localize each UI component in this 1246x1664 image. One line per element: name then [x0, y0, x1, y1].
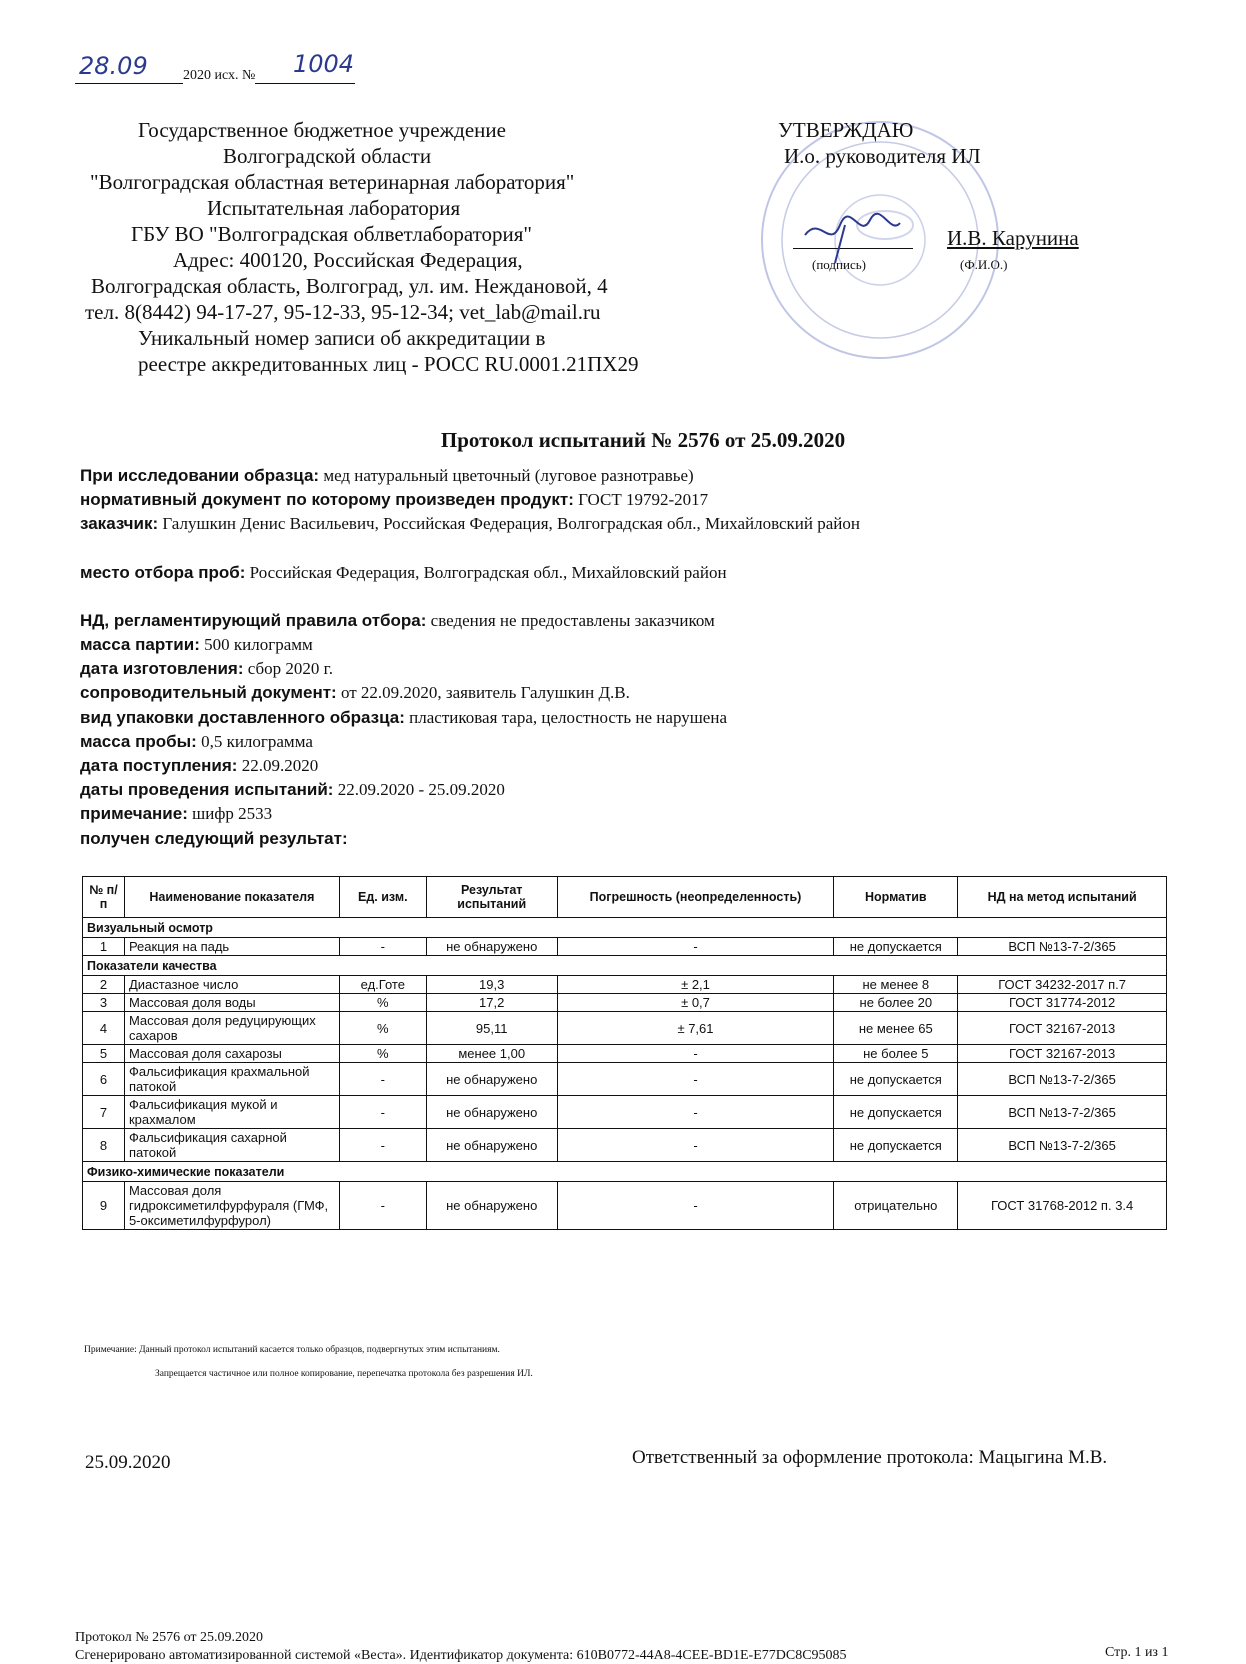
row-number: 2: [83, 976, 125, 994]
unit: %: [339, 1045, 426, 1063]
unit: -: [339, 938, 426, 956]
meta-line: масса пробы: 0,5 килограмма: [80, 731, 313, 751]
section-title: Показатели качества: [83, 956, 1167, 976]
indicator-name: Фальсификация мукой и крахмалом: [124, 1096, 339, 1129]
number-underline: [255, 83, 355, 84]
sample-metadata: [80, 464, 1180, 851]
indicator-name: Массовая доля гидроксиметилфурфураля (ГМФ, 5-оксиметилфурфурол): [124, 1182, 339, 1230]
row-number: 8: [83, 1129, 125, 1162]
outgoing-line: [75, 50, 375, 90]
meta-line: место отбора проб: Российская Федерация, Волгоградская обл., Михайловский район: [80, 562, 727, 582]
row-number: 5: [83, 1045, 125, 1063]
result: не обнаружено: [426, 1096, 557, 1129]
handwritten-number: 1004: [293, 50, 355, 78]
result: не обнаружено: [426, 1063, 557, 1096]
col-header: Норматив: [834, 877, 958, 918]
test-method: ВСП №13-7-2/365: [958, 938, 1167, 956]
unit: ед.Готе: [339, 976, 426, 994]
table-row: [83, 1063, 1167, 1096]
approval-position: И.о. руководителя ИЛ: [784, 144, 981, 168]
uncertainty: -: [557, 1063, 834, 1096]
test-method: ГОСТ 31774-2012: [958, 994, 1167, 1012]
section-title: Визуальный осмотр: [83, 918, 1167, 938]
meta-line: дата изготовления: сбор 2020 г.: [80, 659, 333, 679]
col-header: Ед. изм.: [339, 877, 426, 918]
row-number: 3: [83, 994, 125, 1012]
test-method: ВСП №13-7-2/365: [958, 1096, 1167, 1129]
meta-line: сопроводительный документ: от 22.09.2020, заявитель Галушкин Д.В.: [80, 683, 630, 703]
col-header: № п/п: [83, 877, 125, 918]
row-number: 6: [83, 1063, 125, 1096]
norm: не менее 65: [834, 1012, 958, 1045]
norm: не более 20: [834, 994, 958, 1012]
unit: %: [339, 994, 426, 1012]
footer-generated: Сгенерировано автоматизированной системой «Веста». Идентификатор документа: 610B0772-44A8-4CEE-BD1E-E77DC8C95085: [75, 1648, 847, 1663]
test-method: ВСП №13-7-2/365: [958, 1063, 1167, 1096]
test-method: ГОСТ 32167-2013: [958, 1045, 1167, 1063]
uncertainty: -: [557, 1096, 834, 1129]
uncertainty: ± 2,1: [557, 976, 834, 994]
meta-line: получен следующий результат:: [80, 828, 348, 848]
org-line-6: Адрес: 400120, Российская Федерация,: [173, 248, 523, 272]
norm: не менее 8: [834, 976, 958, 994]
footer-date: 25.09.2020: [85, 1452, 171, 1473]
org-line-8: тел. 8(8442) 94-17-27, 95-12-33, 95-12-34; vet_lab@mail.ru: [85, 300, 601, 324]
row-number: 9: [83, 1182, 125, 1230]
result: 95,11: [426, 1012, 557, 1045]
note-2: Запрещается частичное или полное копирование, перепечатка протокола без разрешения ИЛ.: [155, 1369, 533, 1379]
col-header: Погрешность (неопределенность): [557, 877, 834, 918]
table-row: [83, 1012, 1167, 1045]
uncertainty: ± 7,61: [557, 1012, 834, 1045]
signature-caption: (подпись): [812, 257, 866, 272]
date-underline: [75, 83, 183, 84]
result: не обнаружено: [426, 938, 557, 956]
result: не обнаружено: [426, 1129, 557, 1162]
table-header-row: [83, 877, 1167, 918]
handwritten-signature: [800, 205, 910, 265]
meta-line: вид упаковки доставленного образца: пластиковая тара, целостность не нарушена: [80, 707, 727, 727]
result: 17,2: [426, 994, 557, 1012]
test-method: ВСП №13-7-2/365: [958, 1129, 1167, 1162]
test-method: ГОСТ 31768-2012 п. 3.4: [958, 1182, 1167, 1230]
meta-line: НД, регламентирующий правила отбора: сведения не предоставлены заказчиком: [80, 610, 715, 630]
org-line-7: Волгоградская область, Волгоград, ул. им. Неждановой, 4: [91, 274, 608, 298]
org-line-4: Испытательная лаборатория: [207, 196, 461, 220]
norm: не допускается: [834, 1129, 958, 1162]
table-row: [83, 1182, 1167, 1230]
meta-spacer: [80, 585, 1180, 609]
handwritten-date: 28.09: [79, 52, 148, 80]
org-line-9: Уникальный номер записи об аккредитации в: [138, 326, 546, 350]
meta-line: При исследовании образца: мед натуральный цветочный (луговое разнотравье): [80, 466, 694, 485]
col-header: Результат испытаний: [426, 877, 557, 918]
page-number: Стр. 1 из 1: [1105, 1645, 1169, 1660]
meta-line: дата поступления: 22.09.2020: [80, 756, 319, 776]
row-number: 4: [83, 1012, 125, 1045]
table-row: [83, 1045, 1167, 1063]
unit: %: [339, 1012, 426, 1045]
responsible-person: Ответственный за оформление протокола: Мацыгина М.В.: [632, 1447, 1108, 1468]
org-line-2: Волгоградской области: [223, 144, 432, 168]
test-method: ГОСТ 34232-2017 п.7: [958, 976, 1167, 994]
result: менее 1,00: [426, 1045, 557, 1063]
meta-line: нормативный документ по которому произведен продукт: ГОСТ 19792-2017: [80, 490, 709, 510]
norm: отрицательно: [834, 1182, 958, 1230]
organization-block: [85, 117, 705, 377]
table-row: [83, 1129, 1167, 1162]
norm: не более 5: [834, 1045, 958, 1063]
year-label: 2020 исх. №: [183, 68, 256, 83]
note-1: Примечание: Данный протокол испытаний касается только образцов, подвергнутых этим испытаниям.: [84, 1345, 500, 1355]
meta-line: заказчик: Галушкин Денис Васильевич, Российская Федерация, Волгоградская обл., Михайловский район: [80, 514, 860, 534]
unit: -: [339, 1129, 426, 1162]
results-table: [82, 876, 1167, 1230]
indicator-name: Фальсификация крахмальной патокой: [124, 1063, 339, 1096]
table-row: [83, 938, 1167, 956]
table-row: [83, 994, 1167, 1012]
indicator-name: Диастазное число: [124, 976, 339, 994]
norm: не допускается: [834, 1096, 958, 1129]
approval-title: УТВЕРЖДАЮ: [778, 118, 914, 142]
unit: -: [339, 1182, 426, 1230]
meta-line: даты проведения испытаний: 22.09.2020 - 25.09.2020: [80, 780, 505, 800]
section-row: [83, 918, 1167, 938]
meta-line: масса партии: 500 килограмм: [80, 635, 313, 655]
org-line-5: ГБУ ВО "Волгоградская облветлаборатория": [131, 222, 532, 246]
result: 19,3: [426, 976, 557, 994]
table-row: [83, 1096, 1167, 1129]
indicator-name: Реакция на падь: [124, 938, 339, 956]
section-row: [83, 1162, 1167, 1182]
indicator-name: Фальсификация сахарной патокой: [124, 1129, 339, 1162]
name-caption: (Ф.И.О.): [960, 257, 1008, 272]
uncertainty: -: [557, 1045, 834, 1063]
footer-protocol-ref: Протокол № 2576 от 25.09.2020: [75, 1630, 264, 1645]
norm: не допускается: [834, 938, 958, 956]
org-line-10: реестре аккредитованных лиц - РОСС RU.0001.21ПХ29: [138, 352, 639, 376]
test-method: ГОСТ 32167-2013: [958, 1012, 1167, 1045]
approval-block: [778, 117, 1108, 169]
col-header: НД на метод испытаний: [958, 877, 1167, 918]
indicator-name: Массовая доля сахарозы: [124, 1045, 339, 1063]
meta-spacer: [80, 537, 1180, 561]
org-line-1: Государственное бюджетное учреждение: [138, 118, 506, 142]
table-row: [83, 976, 1167, 994]
result: не обнаружено: [426, 1182, 557, 1230]
indicator-name: Массовая доля редуцирующих сахаров: [124, 1012, 339, 1045]
meta-line: примечание: шифр 2533: [80, 804, 273, 824]
norm: не допускается: [834, 1063, 958, 1096]
row-number: 1: [83, 938, 125, 956]
uncertainty: -: [557, 1129, 834, 1162]
section-title: Физико-химические показатели: [83, 1162, 1167, 1182]
col-header: Наименование показателя: [124, 877, 339, 918]
section-row: [83, 956, 1167, 976]
uncertainty: -: [557, 938, 834, 956]
indicator-name: Массовая доля воды: [124, 994, 339, 1012]
org-line-3: "Волгоградская областная ветеринарная лаборатория": [90, 170, 575, 194]
approver-name: И.В. Карунина: [947, 226, 1079, 250]
unit: -: [339, 1063, 426, 1096]
protocol-title: Протокол испытаний № 2576 от 25.09.2020: [440, 428, 846, 452]
uncertainty: ± 0,7: [557, 994, 834, 1012]
row-number: 7: [83, 1096, 125, 1129]
unit: -: [339, 1096, 426, 1129]
uncertainty: -: [557, 1182, 834, 1230]
